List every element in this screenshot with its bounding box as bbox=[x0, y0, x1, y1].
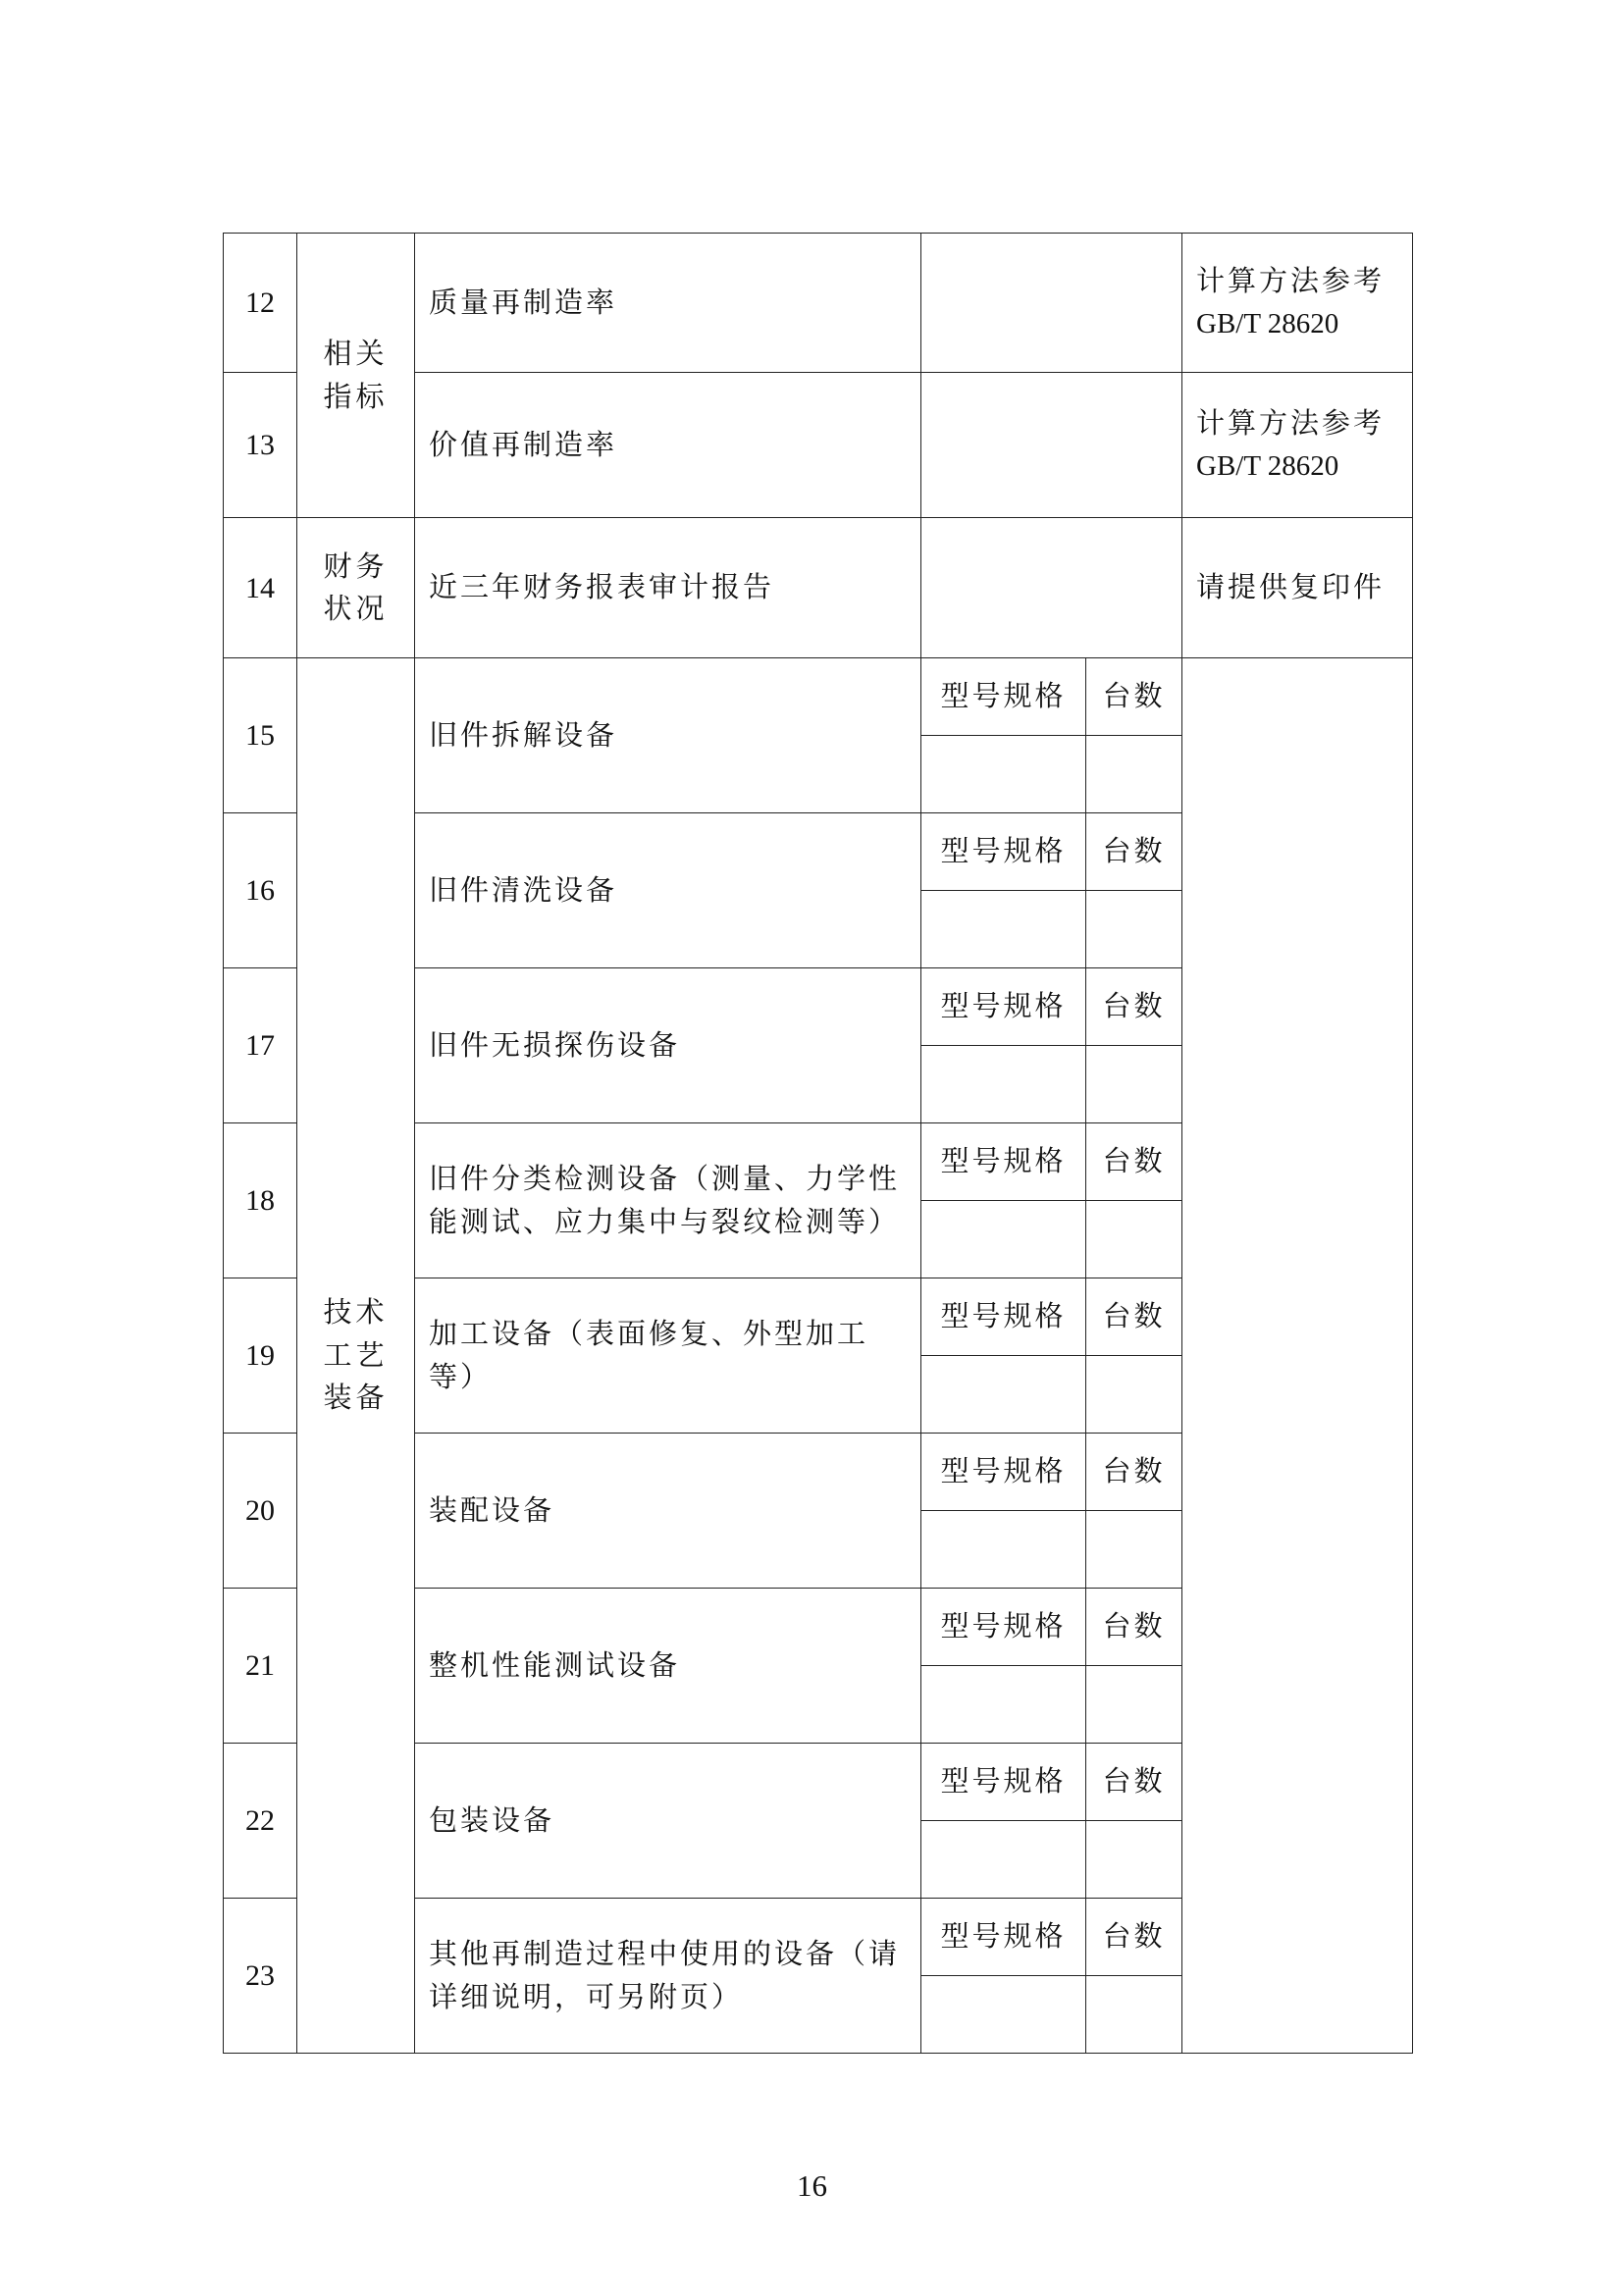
category-equipment bbox=[297, 658, 415, 2054]
value-cell[interactable] bbox=[921, 518, 1182, 658]
model-spec-header: 型号规格 bbox=[921, 1123, 1086, 1201]
count-header: 台数 bbox=[1086, 658, 1182, 736]
row-number: 18 bbox=[224, 1123, 297, 1278]
value-cell[interactable] bbox=[921, 234, 1182, 373]
item-label: 旧件拆解设备 bbox=[415, 658, 921, 813]
category-label-line: 装备 bbox=[323, 1381, 389, 1415]
model-spec-value[interactable] bbox=[921, 1666, 1086, 1744]
category-label-line: 技术 bbox=[323, 1295, 389, 1330]
item-label: 近三年财务报表审计报告 bbox=[415, 518, 921, 658]
count-value[interactable] bbox=[1086, 1821, 1182, 1899]
standard-reference: GB/T 28620 bbox=[1196, 307, 1339, 339]
row-number: 13 bbox=[224, 373, 297, 518]
count-header: 台数 bbox=[1086, 1899, 1182, 1976]
category-label-line: 工艺 bbox=[323, 1337, 389, 1372]
item-label: 其他再制造过程中使用的设备（请详细说明，可另附页） bbox=[415, 1899, 921, 2054]
model-spec-value[interactable] bbox=[921, 736, 1086, 813]
row-number: 17 bbox=[224, 968, 297, 1123]
count-value[interactable] bbox=[1086, 1976, 1182, 2054]
category-label-line: 财务 bbox=[323, 548, 389, 583]
model-spec-header: 型号规格 bbox=[921, 1899, 1086, 1976]
count-value[interactable] bbox=[1086, 891, 1182, 968]
item-label: 整机性能测试设备 bbox=[415, 1589, 921, 1744]
model-spec-header: 型号规格 bbox=[921, 1589, 1086, 1666]
row-number: 12 bbox=[224, 234, 297, 373]
form-sheet bbox=[223, 233, 1412, 2061]
model-spec-header: 型号规格 bbox=[921, 1744, 1086, 1821]
item-label: 包装设备 bbox=[415, 1744, 921, 1899]
count-value[interactable] bbox=[1086, 1046, 1182, 1123]
count-header: 台数 bbox=[1086, 1278, 1182, 1356]
value-cell[interactable] bbox=[921, 373, 1182, 518]
note-cell bbox=[1182, 373, 1413, 518]
model-spec-value[interactable] bbox=[921, 1046, 1086, 1123]
note-cell: 请提供复印件 bbox=[1182, 518, 1413, 658]
count-header: 台数 bbox=[1086, 1744, 1182, 1821]
count-value[interactable] bbox=[1086, 1201, 1182, 1278]
category-indicators bbox=[297, 234, 415, 518]
table-row bbox=[224, 658, 1413, 736]
item-label: 质量再制造率 bbox=[415, 234, 921, 373]
count-header: 台数 bbox=[1086, 1123, 1182, 1201]
count-header: 台数 bbox=[1086, 1434, 1182, 1511]
item-label: 旧件分类检测设备（测量、力学性能测试、应力集中与裂纹检测等） bbox=[415, 1123, 921, 1278]
item-label: 价值再制造率 bbox=[415, 373, 921, 518]
model-spec-value[interactable] bbox=[921, 1201, 1086, 1278]
note-text: 计算方法参考 bbox=[1196, 406, 1386, 440]
item-label: 装配设备 bbox=[415, 1434, 921, 1589]
note-cell bbox=[1182, 234, 1413, 373]
standard-reference: GB/T 28620 bbox=[1196, 449, 1339, 482]
category-finance bbox=[297, 518, 415, 658]
row-number: 15 bbox=[224, 658, 297, 813]
row-number: 14 bbox=[224, 518, 297, 658]
model-spec-header: 型号规格 bbox=[921, 813, 1086, 891]
model-spec-header: 型号规格 bbox=[921, 968, 1086, 1046]
count-header: 台数 bbox=[1086, 813, 1182, 891]
page-number: 16 bbox=[797, 2168, 827, 2203]
row-number: 16 bbox=[224, 813, 297, 968]
model-spec-value[interactable] bbox=[921, 1976, 1086, 2054]
model-spec-value[interactable] bbox=[921, 1511, 1086, 1589]
row-number: 19 bbox=[224, 1278, 297, 1434]
assessment-table bbox=[223, 233, 1413, 2054]
count-header: 台数 bbox=[1086, 1589, 1182, 1666]
count-value[interactable] bbox=[1086, 1666, 1182, 1744]
row-number: 23 bbox=[224, 1899, 297, 2054]
model-spec-header: 型号规格 bbox=[921, 1278, 1086, 1356]
row-number: 22 bbox=[224, 1744, 297, 1899]
model-spec-value[interactable] bbox=[921, 1356, 1086, 1434]
count-value[interactable] bbox=[1086, 736, 1182, 813]
category-label-line: 相关 bbox=[323, 337, 389, 370]
note-text: 计算方法参考 bbox=[1196, 264, 1386, 297]
category-label-line: 状况 bbox=[323, 592, 389, 625]
count-value[interactable] bbox=[1086, 1511, 1182, 1589]
model-spec-header: 型号规格 bbox=[921, 1434, 1086, 1511]
item-label: 旧件清洗设备 bbox=[415, 813, 921, 968]
note-cell-empty[interactable] bbox=[1182, 658, 1413, 2054]
row-number: 21 bbox=[224, 1589, 297, 1744]
table-row bbox=[224, 234, 1413, 373]
category-label-line: 指标 bbox=[323, 379, 389, 413]
count-value[interactable] bbox=[1086, 1356, 1182, 1434]
model-spec-value[interactable] bbox=[921, 1821, 1086, 1899]
count-header: 台数 bbox=[1086, 968, 1182, 1046]
model-spec-value[interactable] bbox=[921, 891, 1086, 968]
item-label: 加工设备（表面修复、外型加工等） bbox=[415, 1278, 921, 1434]
model-spec-header: 型号规格 bbox=[921, 658, 1086, 736]
item-label: 旧件无损探伤设备 bbox=[415, 968, 921, 1123]
table-row bbox=[224, 518, 1413, 658]
row-number: 20 bbox=[224, 1434, 297, 1589]
